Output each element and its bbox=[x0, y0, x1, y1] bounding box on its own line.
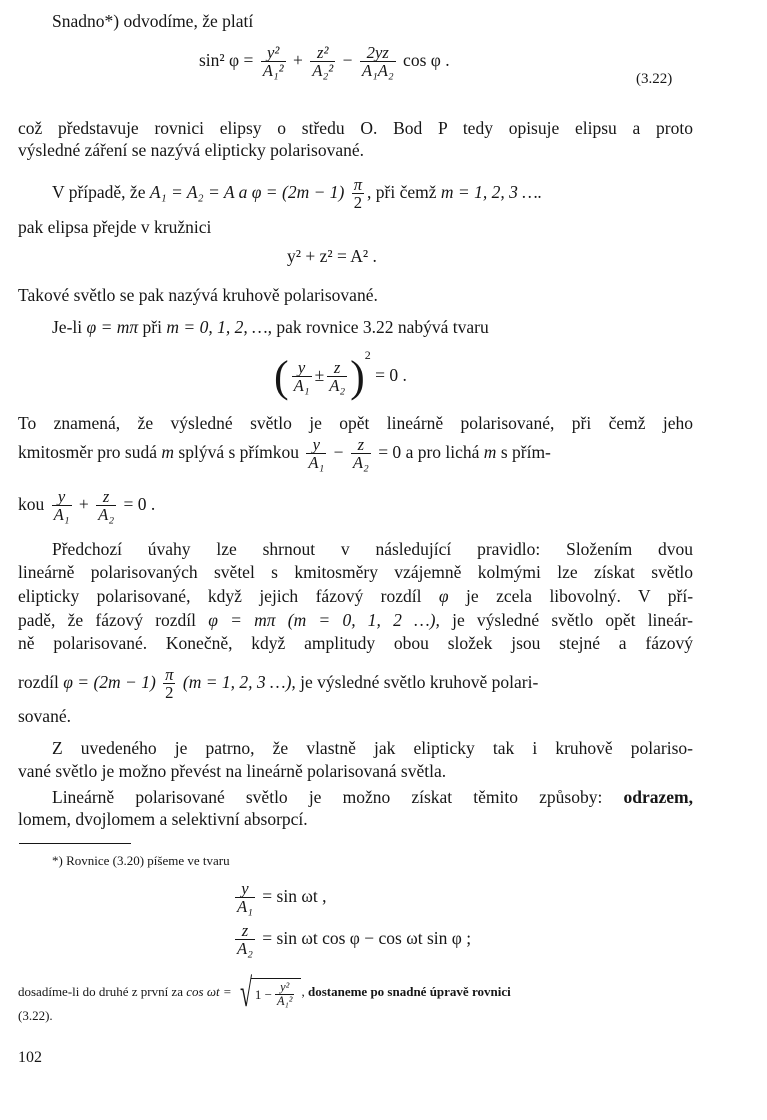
text-line: Takové světlo se pak nazývá kruhově polarisované. bbox=[18, 285, 378, 305]
equation-squared: ( $\frac{y}{\text{A₁}}$ ± $\frac{z}{\text{A₂}}$ )$^2$ = 0 . bbox=[274, 348, 407, 401]
text-line: výsledné záření se nazývá elipticky polarisované. bbox=[18, 140, 364, 160]
text-line: pak elipsa přejde v kružnici bbox=[18, 217, 212, 237]
text-line: sované. bbox=[18, 706, 71, 726]
text-line: To znamená, že výsledné světlo je opět lineárně polarisované, při čemž jeho bbox=[18, 413, 693, 433]
text-line: lomem, dvojlomem a selektivní absorpcí. bbox=[18, 809, 308, 829]
equation-3-22: sin² φ = $\frac{\text{y²}}{\text{A₁²}}$ + $\frac{\text{z²}}{\text{A₂²}}$ − $\frac{2yz}{\text{A₁A₂}}$ cos φ . bbox=[199, 43, 450, 81]
text-line: lineárně polarisovaných světel s kmitosměry vzájemně kolmými lze získat světlo bbox=[18, 562, 693, 582]
page-number: 102 bbox=[18, 1049, 42, 1066]
text-line-with-math: padě, že fázový rozdíl φ = mπ (m = 0, 1, 2 …), je výsledné světlo opět lineár- bbox=[18, 610, 694, 630]
text-line: což představuje rovnici elipsy o středu O. Bod P tedy opisuje elipsu a proto bbox=[18, 118, 693, 138]
footnote-equation-1: $\frac{y}{\text{A₁}}$ = sin ωt , bbox=[237, 879, 327, 917]
text-line-with-math: kou $\frac{y}{\text{A₁}}$ + $\frac{z}{\text{A₂}}$ = 0 . bbox=[18, 487, 156, 525]
text-line: Snadno*) odvodíme, že platí bbox=[52, 11, 254, 31]
text-line: Lineárně polarisované světlo je možno získat těmito způsoby: odrazem, bbox=[52, 787, 693, 807]
text-line-with-math: kmitosměr pro sudá m splývá s přímkou $\frac{y}{\text{A₁}}$ − $\frac{z}{\text{A₂}}$ = 0 a pro lichá m s přím- bbox=[18, 435, 551, 473]
footnote-line-with-math: dosadíme-li do druhé z první za cos ωt = √ 1 − $\frac{\text{y²}}{\text{A₁²}}$ , dostaneme po snadné úpravě rovnici bbox=[18, 970, 511, 1015]
footnote-rule bbox=[19, 843, 131, 844]
equation-circle: y² + z² = A² . bbox=[287, 246, 377, 266]
equation-number: (3.22) bbox=[636, 71, 673, 87]
text-line-with-math: rozdíl φ = (2m − 1) $\frac{\pi}{2}$ (m = 1, 2, 3 …), je výsledné světlo kruhově polari- bbox=[18, 665, 539, 703]
text-line-with-math: V případě, že A₁ = A₂ = A a φ = (2m − 1) $\frac{\pi}{2}$ , při čemž m = 1, 2, 3 …. bbox=[52, 175, 543, 213]
text-line-with-math: elipticky polarisované, když jejich fázový rozdíl φ je zcela libovolný. V pří- bbox=[18, 586, 694, 606]
text-line: Předchozí úvahy lze shrnout v následující pravidlo: Složením dvou bbox=[52, 539, 693, 559]
footnote-line: (3.22). bbox=[18, 1008, 53, 1023]
square-root: √ 1 − $\frac{\text{y²}}{\text{A₁²}}$ bbox=[235, 973, 302, 1013]
text-line: vané světlo je možno převést na lineárně polarisovaná světla. bbox=[18, 761, 447, 781]
text-line: ně polarisované. Konečně, když amplitudy obou složek jsou stejné a fázový bbox=[18, 633, 693, 653]
footnote-line: *) Rovnice (3.20) píšeme ve tvaru bbox=[52, 853, 230, 868]
text-line: Z uvedeného je patrno, že vlastně jak elipticky tak i kruhově polariso- bbox=[52, 738, 693, 758]
footnote-equation-2: $\frac{z}{\text{A₂}}$ = sin ωt cos φ − cos ωt sin φ ; bbox=[237, 921, 472, 959]
text-line-with-math: Je-li φ = mπ při m = 0, 1, 2, …, pak rovnice 3.22 nabývá tvaru bbox=[52, 317, 489, 337]
